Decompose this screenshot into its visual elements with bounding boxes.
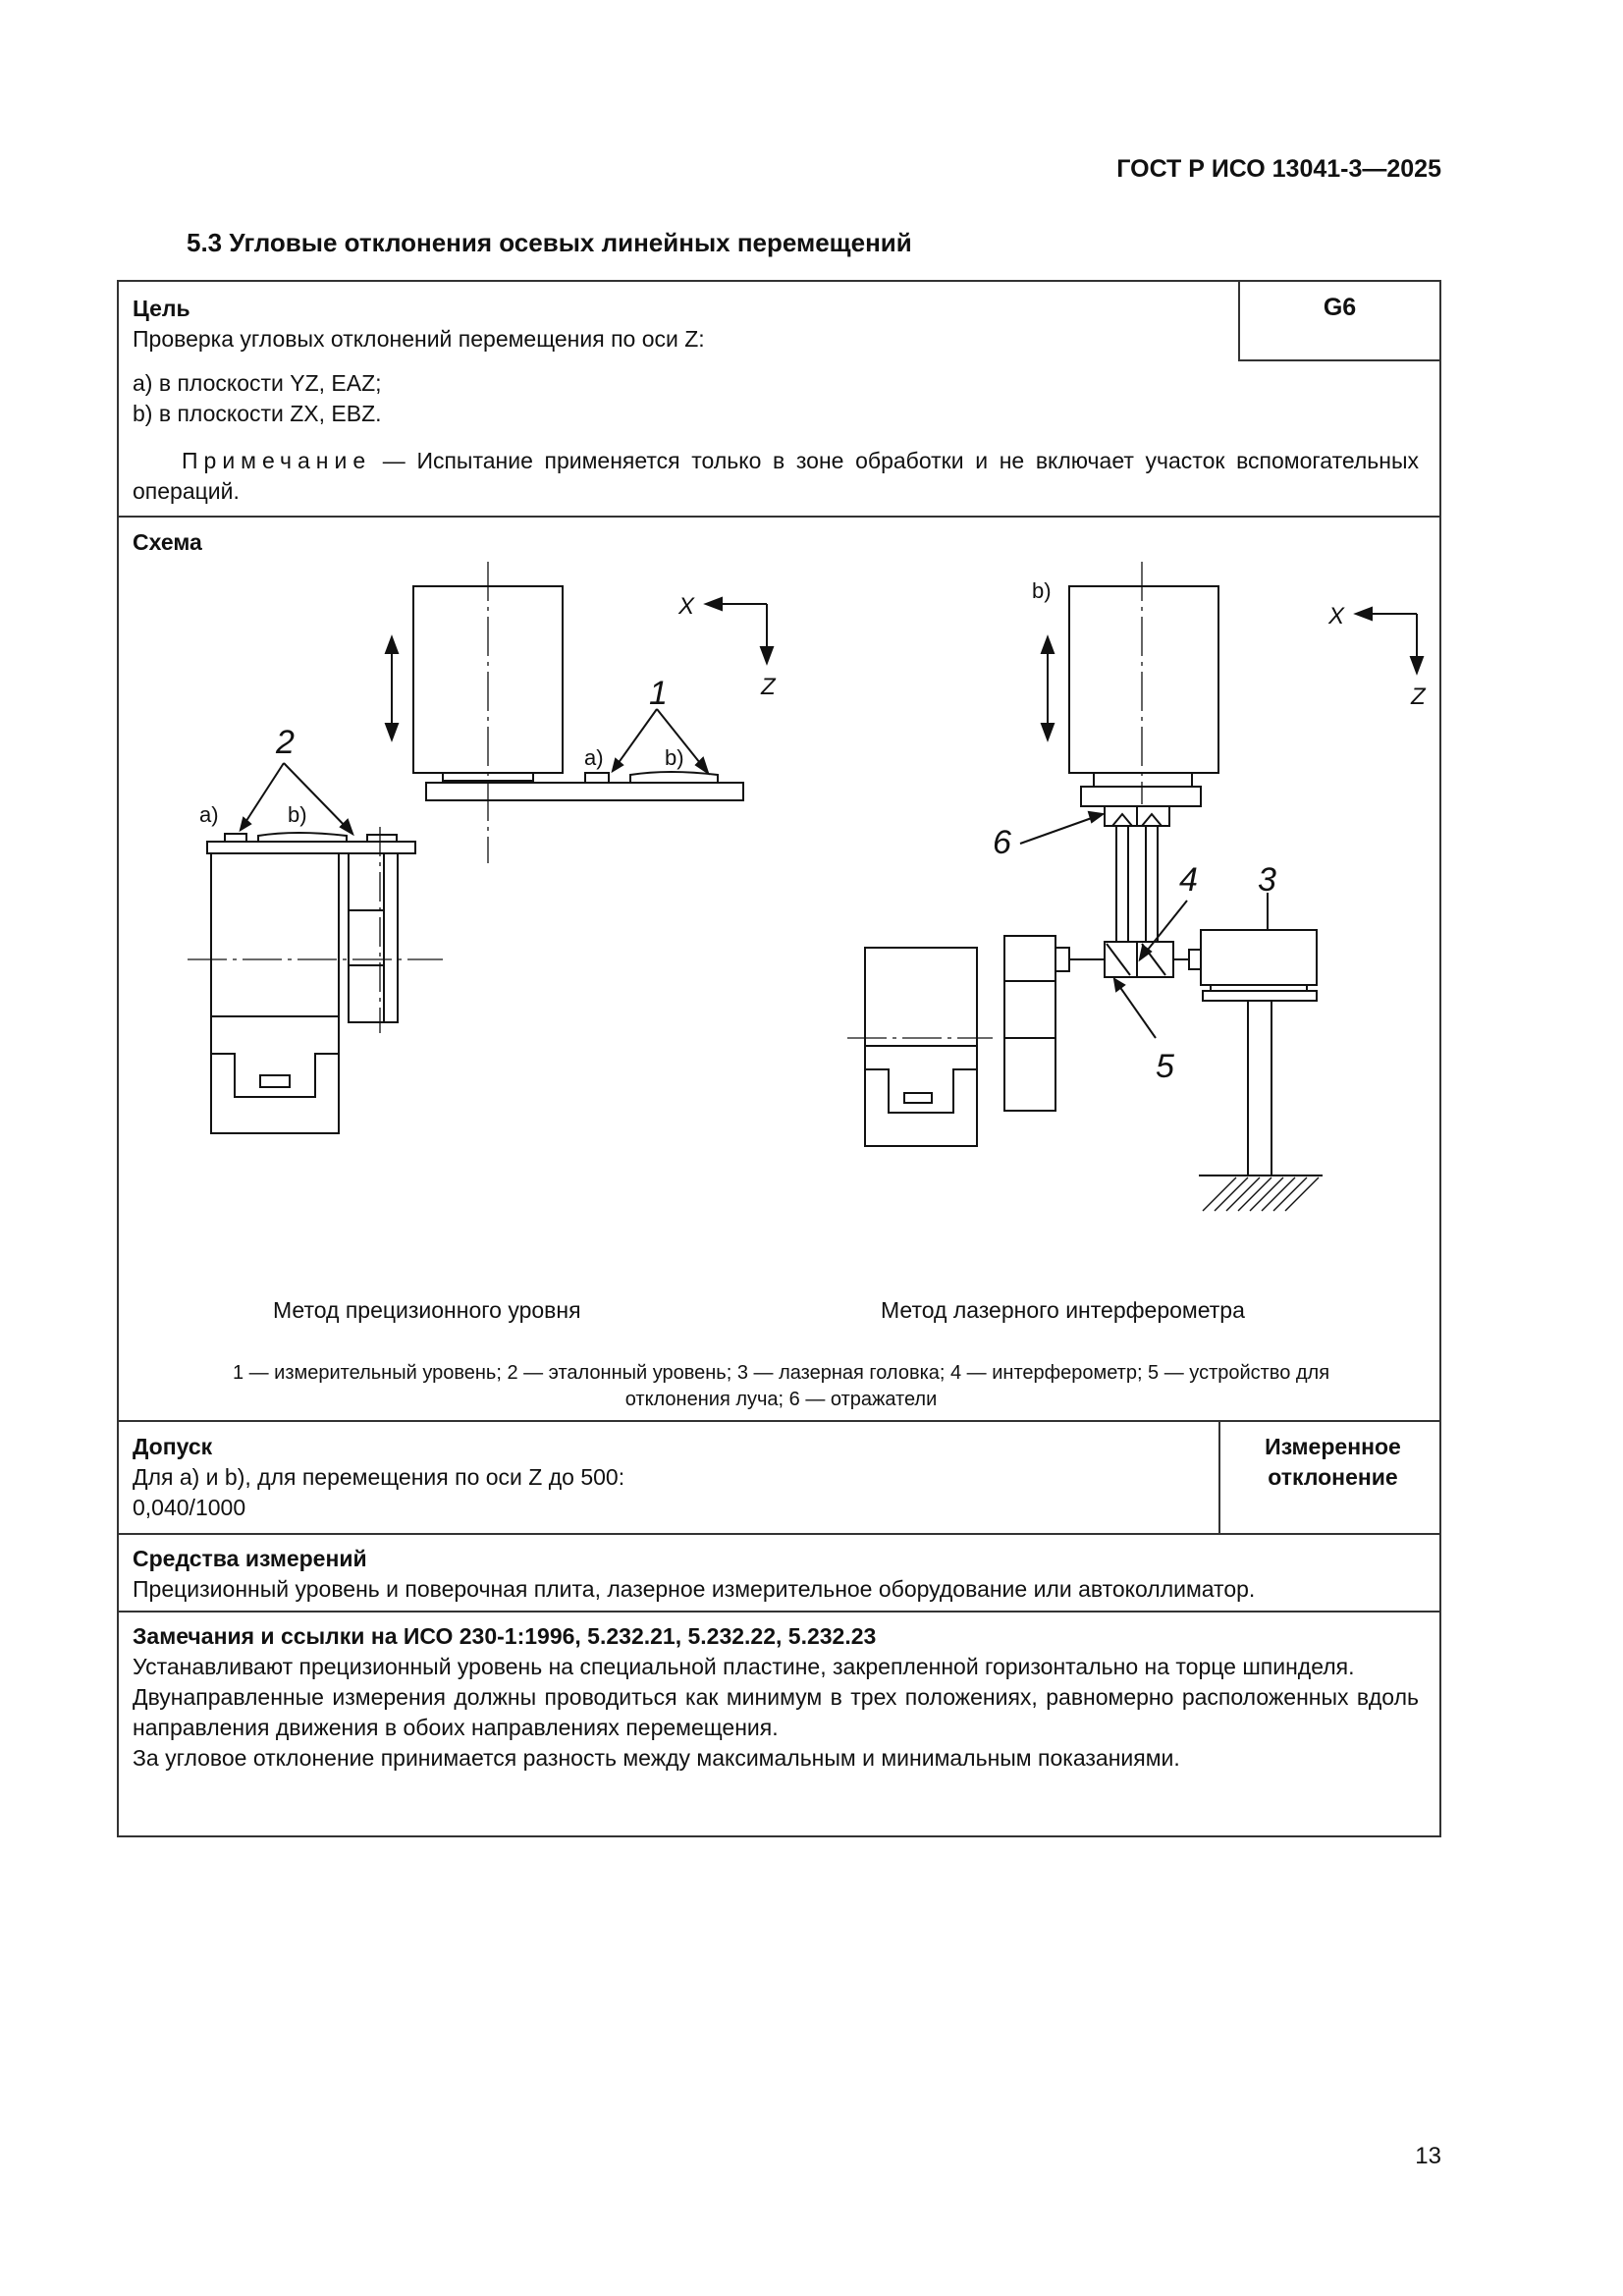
instruments-text: Прецизионный уровень и поверочная плита, лазерное измерительное оборудование или автоколлиматор. xyxy=(133,1576,1256,1602)
callout-5: 5 xyxy=(1156,1048,1174,1085)
document-header: ГОСТ Р ИСО 13041-3—2025 xyxy=(1116,155,1441,183)
objective-items xyxy=(133,368,1419,429)
tolerance-text: Для а) и b), для перемещения по оси Z до 500: xyxy=(133,1464,625,1490)
axis-x-left: X xyxy=(678,593,695,620)
axis-z-left: Z xyxy=(761,674,776,700)
level-plate-top xyxy=(426,772,743,800)
callout-6: 6 xyxy=(993,824,1011,861)
tag-b-right: b) xyxy=(1032,578,1052,603)
tag-a-top: a) xyxy=(584,745,604,770)
axis-x-right: X xyxy=(1328,603,1345,629)
measured-deviation-header xyxy=(1222,1432,1443,1493)
test-table xyxy=(117,280,1441,1837)
callout-1: 1 xyxy=(649,675,668,712)
caption-level-method: Метод прецизионного уровня xyxy=(273,1297,581,1323)
axes-right xyxy=(1356,608,1423,673)
tag-a-side: a) xyxy=(199,802,219,827)
axes-left xyxy=(706,598,773,663)
remarks-label: Замечания и ссылки на ИСО 230-1:1996, 5.232.21, 5.232.22, 5.232.23 xyxy=(133,1623,877,1649)
callout-3: 3 xyxy=(1258,861,1276,899)
legend-line-1: 1 — измерительный уровень; 2 — эталонный уровень; 3 — лазерная головка; 4 — интерферометр; 5 — устройство для xyxy=(232,1362,1330,1384)
objective-item-a: а) в плоскости YZ, EAZ; xyxy=(133,370,382,396)
remarks-block xyxy=(133,1621,1419,1774)
spindle-head-left xyxy=(413,562,563,863)
leader-1 xyxy=(613,709,708,773)
divider xyxy=(119,1611,1439,1613)
tolerance-value: 0,040/1000 xyxy=(133,1495,246,1520)
objective-item-b: b) в плоскости ZX, EBZ. xyxy=(133,401,382,426)
remarks-paragraph-3: За угловое отклонение принимается разность между максимальным и минимальным показаниями. xyxy=(133,1745,1180,1771)
tag-b-top: b) xyxy=(665,745,684,770)
travel-arrow-left xyxy=(386,637,398,739)
leaders-right xyxy=(1020,812,1268,1038)
section-title: 5.3 Угловые отклонения осевых линейных перемещений xyxy=(187,228,912,257)
laser-beams xyxy=(1116,826,1158,942)
callout-2: 2 xyxy=(276,724,295,761)
machine-side-view-left xyxy=(188,827,443,1133)
interferometer-assembly xyxy=(1105,942,1201,977)
measured-label-line-1: Измеренное xyxy=(1265,1434,1401,1459)
travel-arrow-right xyxy=(1042,637,1054,739)
caption-laser-method: Метод лазерного интерферометра xyxy=(881,1297,1245,1323)
laser-head xyxy=(1199,930,1323,1211)
tolerance-label: Допуск xyxy=(133,1434,213,1459)
tolerance-block xyxy=(133,1432,1203,1523)
objective-label: Цель xyxy=(133,296,190,321)
instruments-block xyxy=(133,1544,1429,1605)
diagram-legend xyxy=(136,1360,1426,1413)
objective-text: Проверка угловых отклонений перемещения по оси Z: xyxy=(133,326,705,352)
tolerance-divider xyxy=(1218,1420,1220,1533)
objective-block xyxy=(133,294,1213,355)
measured-label-line-2: отклонение xyxy=(1268,1464,1398,1490)
callout-4: 4 xyxy=(1179,861,1198,899)
page-number: 13 xyxy=(1415,2143,1441,2169)
divider xyxy=(119,1533,1439,1535)
reflectors xyxy=(1105,806,1169,826)
machine-side-view-right xyxy=(847,936,1105,1146)
tag-b-side: b) xyxy=(288,802,307,827)
note-text: — Испытание применяется только в зоне обработки и не включает участок вспомогательных операций. xyxy=(133,448,1420,504)
axis-z-right: Z xyxy=(1411,683,1426,710)
note-word: Примечание xyxy=(182,448,372,473)
spindle-head-right xyxy=(1069,562,1218,806)
diagram-label: Схема xyxy=(133,529,202,555)
divider xyxy=(119,516,1439,518)
objective-note xyxy=(133,446,1419,507)
test-code: G6 xyxy=(1238,282,1439,361)
legend-line-2: отклонения луча; 6 — отражатели xyxy=(624,1389,938,1410)
divider xyxy=(119,1420,1439,1422)
instruments-label: Средства измерений xyxy=(133,1546,367,1571)
remarks-paragraph-2: Двунаправленные измерения должны проводиться как минимум в трех положениях, равномерно расположенных вдоль направления движения в обоих направлениях перемещения. xyxy=(133,1684,1419,1740)
schematic-drawing xyxy=(119,547,1439,1362)
remarks-paragraph-1: Устанавливают прецизионный уровень на специальной пластине, закрепленной горизонтально на торце шпинделя. xyxy=(133,1654,1355,1679)
